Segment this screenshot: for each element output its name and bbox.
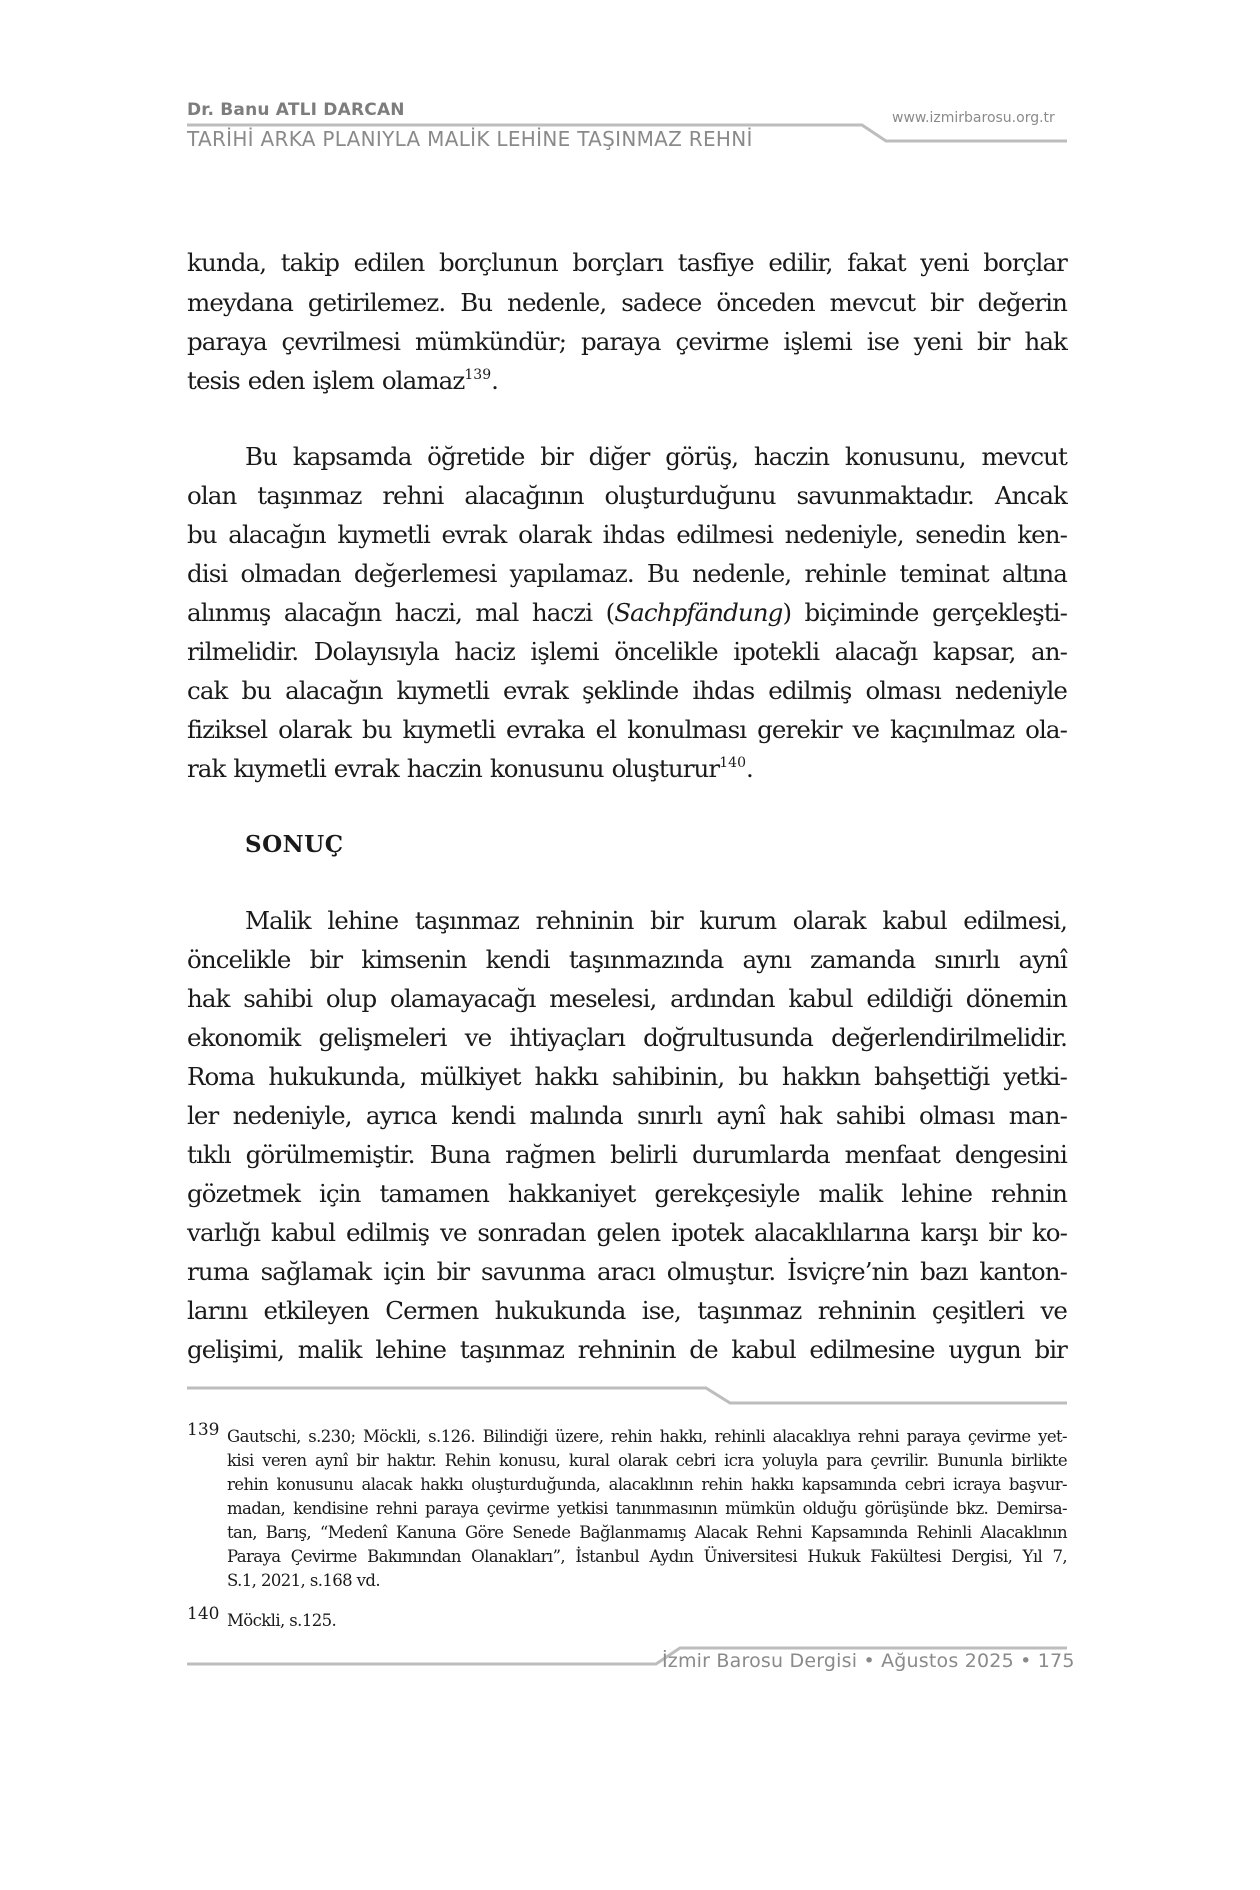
footnote-separator xyxy=(187,1388,1067,1403)
text-fragment: alınmış alacağın haczi, mal haczi ( xyxy=(187,598,615,627)
text-line xyxy=(187,598,1067,628)
text-line: Malik lehine taşınmaz rehninin bir kurum olarak kabul edilmesi, xyxy=(245,906,1067,935)
text-line: olan taşınmaz rehni alacağının oluşturduğunu savunmaktadır. Ancak xyxy=(187,481,1067,510)
footer-journal-info: İzmir Barosu Dergisi • Ağustos 2025 • 175 xyxy=(662,1650,1075,1672)
footnote-line: Paraya Çevirme Bakımından Olanakları”, İstanbul Aydın Üniversitesi Hukuk Fakültesi Dergisi, Yıl 7, xyxy=(227,1547,1067,1566)
text-line: varlığı kabul edilmiş ve sonradan gelen ipotek alacaklılarına karşı bir ko- xyxy=(187,1218,1067,1247)
text-line: meydana getirilemez. Bu nedenle, sadece önceden mevcut bir değerin xyxy=(187,288,1067,317)
footnote-ref-139[interactable]: 139 xyxy=(464,367,492,383)
text-line xyxy=(187,366,1067,396)
header-author: Dr. Banu ATLI DARCAN xyxy=(187,100,405,120)
header-article-title: TARİHİ ARKA PLANIYLA MALİK LEHİNE TAŞINMAZ REHNİ xyxy=(187,127,753,151)
text-line: bu alacağın kıymetli evrak olarak ihdas edilmesi nedeniyle, senedin ken- xyxy=(187,520,1067,549)
footnote-line: kisi veren aynî bir haktır. Rehin konusu, kural olarak cebri icra yoluyla para çevrilir. Bununla birlikte xyxy=(227,1451,1067,1470)
header-website-link[interactable]: www.izmirbarosu.org.tr xyxy=(892,110,1055,126)
text-line: larını etkileyen Cermen hukukunda ise, taşınmaz rehninin çeşitleri ve xyxy=(187,1296,1067,1325)
text-line: hak sahibi olup olamayacağı meselesi, ardından kabul edildiği dönemin xyxy=(187,984,1067,1013)
footnote-ref-140[interactable]: 140 xyxy=(719,755,746,771)
footnote-line: tan, Barış, “Medenî Kanuna Göre Senede Bağlanmamış Alacak Rehni Kapsamında Rehinli Alacaklının xyxy=(227,1523,1067,1542)
footnote-line: madan, kendisine rehni paraya çevirme yetkisi tanınmasının mümkün olduğu görüşünde bkz. Demirsa- xyxy=(227,1499,1067,1518)
text-line: Roma hukukunda, mülkiyet hakkı sahibinin, bu hakkın bahşettiği yetki- xyxy=(187,1062,1067,1091)
footnote-line: Gautschi, s.230; Möckli, s.126. Bilindiği üzere, rehin hakkı, rehinli alacaklıya rehni paraya çevirme yet- xyxy=(227,1427,1067,1446)
text-fragment: tesis eden işlem olamaz xyxy=(187,366,465,395)
italic-term: Sachpfändung xyxy=(614,598,783,627)
text-line: kunda, takip edilen borçlunun borçları tasfiye edilir, fakat yeni borçlar xyxy=(187,248,1067,277)
footnote-line: rehin konusunu alacak hakkı oluşturduğunda, alacaklının rehin hakkı kapsamında cebri icraya başvur- xyxy=(227,1475,1067,1494)
text-line: ekonomik gelişmeleri ve ihtiyaçları doğrultusunda değerlendirilmelidir. xyxy=(187,1023,1067,1052)
text-fragment: rak kıymetli evrak haczin konusunu oluşturur xyxy=(187,754,720,783)
text-line: rilmelidir. Dolayısıyla haciz işlemi öncelikle ipotekli alacağı kapsar, an- xyxy=(187,637,1067,666)
text-line: ler nedeniyle, ayrıca kendi malında sınırlı aynî hak sahibi olması man- xyxy=(187,1101,1067,1130)
footnote-number: 140 xyxy=(187,1604,220,1624)
text-line: fiziksel olarak bu kıymetli evraka el konulması gerekir ve kaçınılmaz ola- xyxy=(187,715,1067,744)
text-fragment: ) biçiminde gerçekleşti- xyxy=(782,598,1067,627)
footnote-line: S.1, 2021, s.168 vd. xyxy=(227,1571,381,1590)
text-line: cak bu alacağın kıymetli evrak şeklinde ihdas edilmiş olması nedeniyle xyxy=(187,676,1067,705)
section-heading: SONUÇ xyxy=(245,831,344,858)
text-line: gelişimi, malik lehine taşınmaz rehninin de kabul edilmesine uygun bir xyxy=(187,1335,1067,1364)
text-line xyxy=(187,754,1067,784)
text-line: öncelikle bir kimsenin kendi taşınmazında aynı zamanda sınırlı aynî xyxy=(187,945,1067,974)
text-line: gözetmek için tamamen hakkaniyet gerekçesiyle malik lehine rehnin xyxy=(187,1179,1067,1208)
text-line: Bu kapsamda öğretide bir diğer görüş, haczin konusunu, mevcut xyxy=(245,442,1067,471)
text-fragment: . xyxy=(491,366,498,395)
footnote-number: 139 xyxy=(187,1420,220,1440)
footnote-line: Möckli, s.125. xyxy=(227,1611,337,1630)
text-fragment: . xyxy=(745,754,753,783)
text-line: tıklı görülmemiştir. Buna rağmen belirli durumlarda menfaat dengesini xyxy=(187,1140,1067,1169)
text-line: ruma sağlamak için bir savunma aracı olmuştur. İsviçre’nin bazı kanton- xyxy=(187,1257,1067,1286)
text-line: disi olmadan değerlemesi yapılamaz. Bu nedenle, rehinle teminat altına xyxy=(187,559,1067,588)
text-line: paraya çevrilmesi mümkündür; paraya çevirme işlemi ise yeni bir hak xyxy=(187,327,1067,356)
